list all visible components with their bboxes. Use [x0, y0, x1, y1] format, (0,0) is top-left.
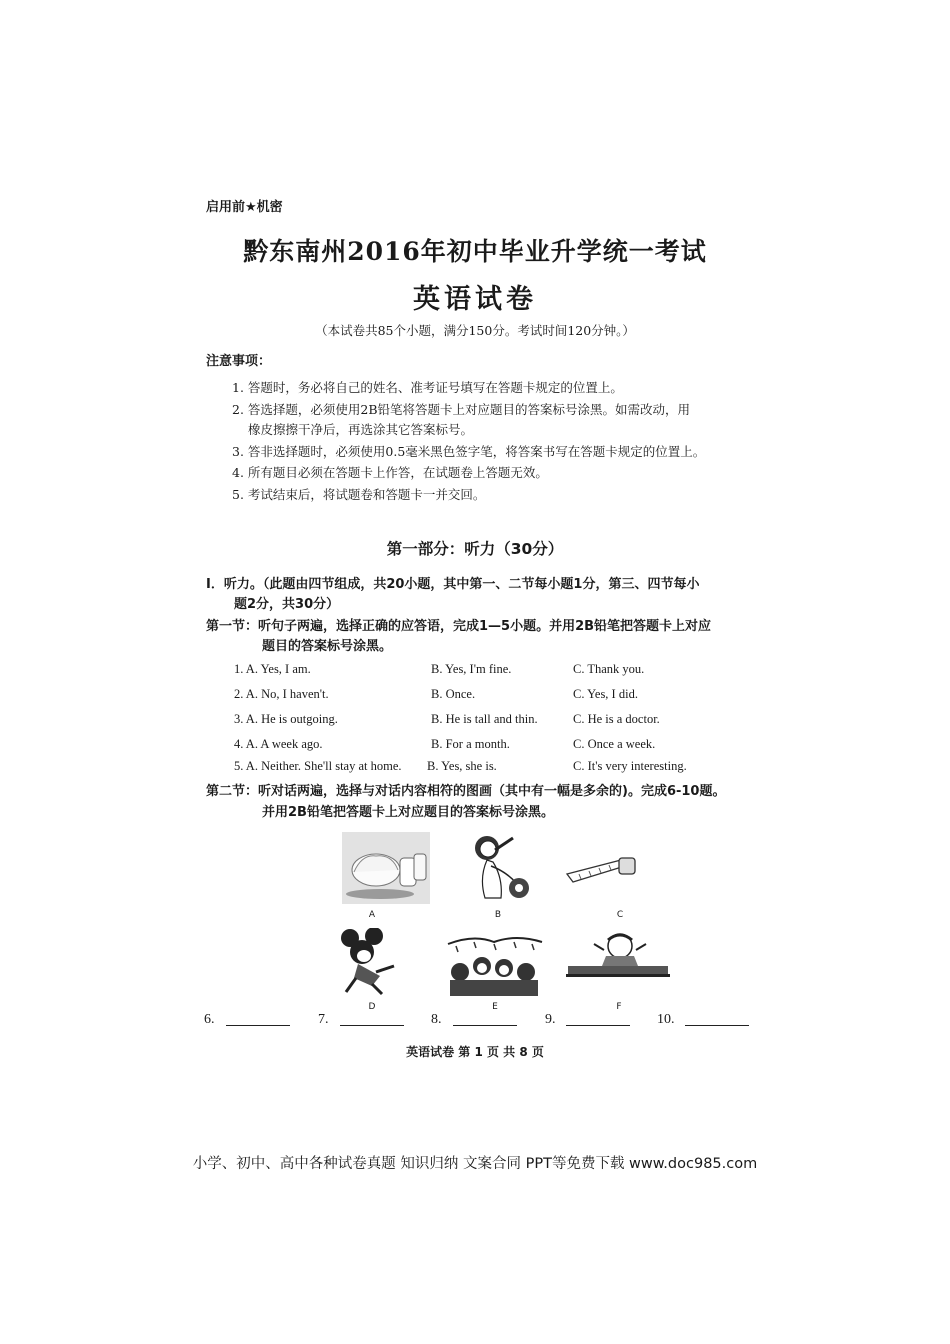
site-footer: 小学、初中、高中各种试卷真题 知识归纳 文案合同 PPT等免费下载 www.doc985.com [192, 1156, 758, 1172]
notes-title: 注意事项： [206, 354, 272, 369]
blank-7-number: 7. [318, 1012, 329, 1027]
note-item-continued: 橡皮擦擦干净后，再选涂其它答案标号。 [248, 422, 474, 437]
note-item: 1. 答题时，务必将自己的姓名、准考证号填写在答题卡规定的位置上。 [232, 380, 623, 395]
picture-label-f: F [616, 1002, 622, 1012]
note-item: 4. 所有题目必须在答题卡上作答，在试题卷上答题无效。 [232, 465, 548, 480]
blank-8-line[interactable] [453, 1025, 517, 1026]
question-3-option-c: C. He is a doctor. [573, 712, 660, 726]
picture-label-c: C [616, 910, 624, 920]
question-3-option-a: 3. A. He is outgoing. [234, 712, 338, 726]
exam-subtitle: 英语试卷 [413, 284, 537, 315]
question-1-option-b: B. Yes, I'm fine. [431, 662, 512, 676]
section-two-instructions: 第二节：听对话两遍，选择与对话内容相符的图画（其中有一幅是多余的)。完成6-10题。 [206, 784, 726, 799]
question-2-option-b: B. Once. [431, 687, 476, 701]
section-one-instructions: 第一节：听句子两遍，选择正确的应答语，完成1—5小题。并用2B铅笔把答题卡上对应 [206, 619, 712, 634]
question-3-option-b: B. He is tall and thin. [431, 712, 538, 726]
page-footer: 英语试卷 第 1 页 共 8 页 [406, 1045, 544, 1059]
question-1-option-c: C. Thank you. [573, 662, 645, 676]
student-at-desk-icon [564, 930, 672, 980]
blank-6-line[interactable] [226, 1025, 290, 1026]
exam-title: 黔东南州2016年初中毕业升学统一考试 [243, 237, 707, 266]
blank-6-number: 6. [204, 1012, 215, 1027]
picture-label-d: D [368, 1002, 376, 1012]
question-5-option-b: B. Yes, she is. [427, 759, 497, 773]
blank-10-number: 10. [657, 1012, 675, 1027]
question-4-option-b: B. For a month. [431, 737, 510, 751]
blank-9-line[interactable] [566, 1025, 630, 1026]
note-item: 5. 考试结束后，将试题卷和答题卡一并交回。 [232, 487, 486, 502]
section-one-instructions-cont: 题目的答案标号涂黑。 [262, 639, 393, 654]
singer-icon [467, 832, 535, 904]
picture-label-a: A [368, 910, 376, 920]
mickey-icon [336, 928, 402, 998]
blank-8-number: 8. [431, 1012, 442, 1027]
note-item: 2. 答选择题，必须使用2B铅笔将答题卡上对应题目的答案标号涂黑。如需改动，用 [232, 402, 691, 417]
question-5-option-c: C. It's very interesting. [573, 759, 687, 773]
part-one-title: 第一部分：听力（30分） [386, 540, 564, 558]
secret-label: 启用前★机密 [206, 200, 283, 215]
question-4-option-c: C. Once a week. [573, 737, 656, 751]
question-2-option-a: 2. A. No, I haven't. [234, 687, 329, 701]
picture-label-b: B [494, 910, 502, 920]
picture-label-e: E [492, 1002, 498, 1012]
party-crowd-icon [444, 932, 546, 998]
section-two-instructions-cont: 并用2B铅笔把答题卡上对应题目的答案标号涂黑。 [262, 805, 554, 820]
exam-info: （本试卷共85个小题，满分150分。考试时间120分钟。） [315, 323, 635, 338]
question-5-option-a: 5. A. Neither. She'll stay at home. [234, 759, 402, 773]
milk-bread-icon [342, 832, 430, 904]
question-1-option-a: 1. A. Yes, I am. [234, 662, 311, 676]
note-item: 3. 答非选择题时，必须使用0.5毫米黑色签字笔，将答案书写在答题卡规定的位置上。 [232, 444, 706, 459]
question-4-option-a: 4. A. A week ago. [234, 737, 323, 751]
question-2-option-c: C. Yes, I did. [573, 687, 638, 701]
watch-icon [565, 850, 639, 890]
listening-intro: Ⅰ．听力。（此题由四节组成，共20小题，其中第一、二节每小题1分，第三、四节每小 [206, 577, 700, 592]
blank-10-line[interactable] [685, 1025, 749, 1026]
blank-7-line[interactable] [340, 1025, 404, 1026]
blank-9-number: 9. [545, 1012, 556, 1027]
listening-intro-cont: 题2分，共30分） [234, 597, 340, 612]
